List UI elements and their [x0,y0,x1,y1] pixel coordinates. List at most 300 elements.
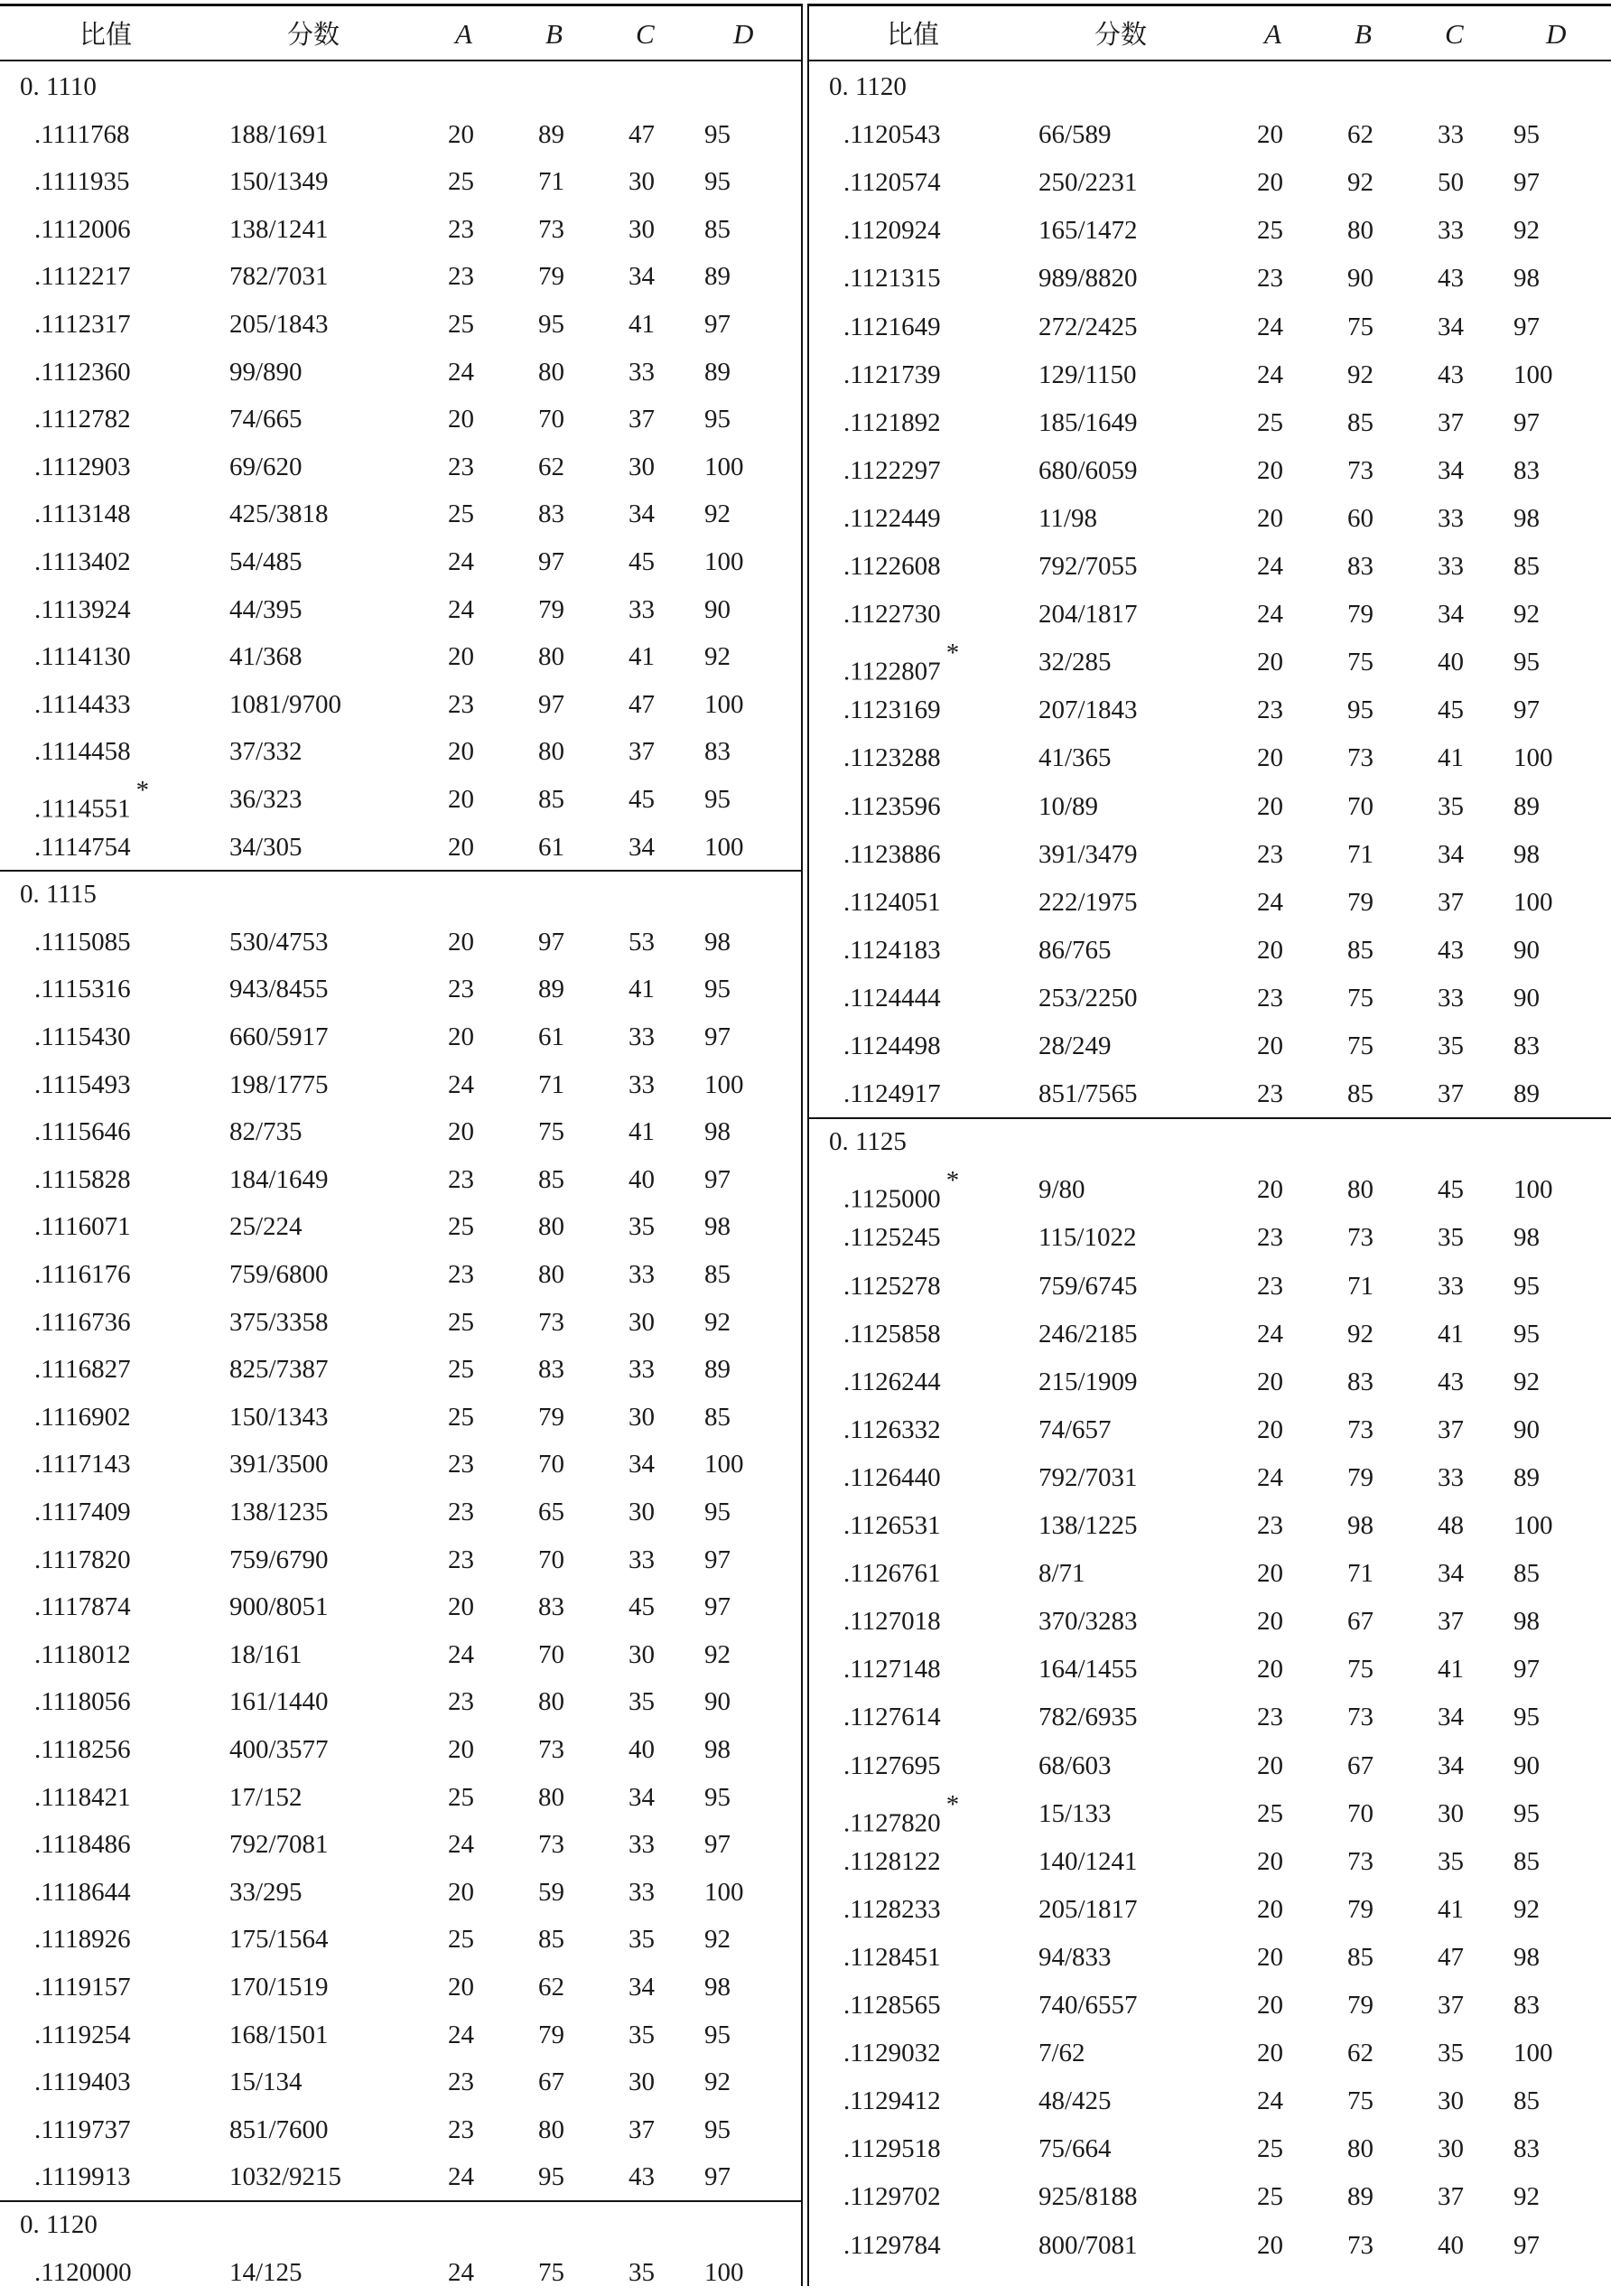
a-cell: 20 [1257,1846,1283,1876]
fraction-cell: 198/1775 [229,1069,329,1099]
ratio-cell [34,1924,131,1955]
ratio-value: .1127695 [843,1750,941,1780]
ratio-value: .1115430 [34,1022,131,1051]
header-a: A [1264,18,1281,50]
ratio-cell [843,1990,941,2021]
ratio-value: .1128122 [843,1846,941,1876]
b-cell: 79 [1347,1894,1374,1924]
d-cell: 83 [1513,1991,1540,2020]
ratio-cell [843,2086,941,2116]
fraction-cell: 207/1843 [1038,695,1138,725]
table-row [809,399,1611,446]
b-cell: 79 [538,1402,564,1432]
fraction-cell: 250/2231 [1038,168,1138,198]
ratio-value: .1126244 [843,1367,941,1396]
c-cell: 33 [1438,1271,1464,1301]
fraction-cell: 740/6557 [1038,1991,1138,2020]
fraction-cell: 75/664 [1038,2134,1112,2164]
a-cell: 20 [1257,168,1283,198]
fraction-cell: 530/4753 [229,927,329,957]
ratio-value: .1123169 [843,695,941,725]
ratio-value: .1125278 [843,1271,941,1301]
b-cell: 75 [1347,312,1374,341]
ratio-value: .1120543 [843,120,941,150]
a-cell: 25 [1257,2134,1283,2164]
ratio-cell [34,1734,131,1765]
ratio-value: .1126761 [843,1559,941,1589]
fraction-cell: 36/323 [229,785,303,814]
d-cell: 100 [1513,743,1553,773]
fraction-cell: 1032/9215 [229,2162,342,2192]
fraction-cell: 69/620 [229,452,303,481]
a-cell: 23 [448,1260,474,1289]
a-cell: 24 [448,594,474,624]
ratio-cell [843,1367,941,1397]
d-cell: 98 [1513,503,1540,533]
table-row [0,966,802,1013]
ratio-value: .1124051 [843,887,941,917]
ratio-cell [843,1606,941,1637]
header-fraction: 分数 [287,19,340,50]
table-header [0,6,802,60]
ratio-cell [843,167,941,198]
b-cell: 75 [1347,983,1374,1013]
a-cell: 23 [1257,1703,1283,1732]
d-cell: 95 [704,405,731,434]
ratio-value: .1112317 [34,310,131,339]
ratio-value: .1116071 [34,1212,131,1242]
table-row [809,351,1611,398]
table-row [0,1251,802,1298]
a-cell: 20 [448,737,474,767]
fraction-cell: 184/1649 [229,1164,329,1194]
a-cell: 24 [448,547,474,576]
a-cell: 23 [448,452,474,481]
table-row [809,159,1611,206]
b-cell: 79 [538,262,564,292]
d-cell: 100 [704,452,744,481]
a-cell: 20 [448,119,474,149]
ratio-cell [34,1164,131,1195]
c-cell: 43 [1438,935,1464,965]
a-cell: 23 [448,2114,474,2144]
a-cell: 23 [448,689,474,719]
a-cell: 23 [1257,983,1283,1013]
table-row [809,1982,1611,2029]
d-cell: 90 [704,594,731,624]
ratio-cell [34,1497,131,1527]
ratio-cell [34,1022,131,1052]
c-cell: 43 [629,2162,655,2192]
d-cell: 97 [704,1545,731,1574]
a-cell: 20 [1257,1607,1283,1637]
fraction-cell: 14/125 [229,2257,303,2287]
a-cell: 20 [448,1877,474,1907]
ratio-cell [843,639,960,687]
b-cell: 62 [538,452,564,481]
table-row [809,1550,1611,1597]
c-cell: 33 [629,1069,655,1099]
table-row [809,1263,1611,1310]
fraction-cell: 41/365 [1038,743,1112,773]
ratio-value: .1128565 [843,1991,941,2020]
a-cell: 25 [1257,2182,1283,2212]
fraction-cell: 391/3500 [229,1450,329,1479]
fraction-cell: 925/8188 [1038,2182,1138,2212]
fraction-cell: 150/1349 [229,167,329,197]
b-cell: 85 [538,1925,564,1955]
section-label-row [809,1118,1611,1165]
ratio-value: .1129032 [843,2039,941,2068]
b-cell: 62 [1347,120,1374,150]
ratio-value: .1129412 [843,2086,941,2116]
a-cell: 23 [448,975,474,1004]
fraction-cell: 759/6745 [1038,1271,1138,1301]
d-cell: 85 [704,1402,731,1432]
a-cell: 24 [1257,552,1283,581]
table-row [0,443,802,490]
table-row [0,1441,802,1488]
ratio-value: .1112217 [34,262,131,292]
table-row [0,538,802,585]
c-cell: 45 [629,1592,655,1622]
b-cell: 95 [1347,695,1374,725]
ratio-value: .1119254 [34,2020,131,2049]
ratio-cell [34,2114,131,2145]
table-row [0,206,802,253]
c-cell: 40 [1438,648,1464,677]
b-cell: 75 [1347,1031,1374,1060]
c-cell: 30 [629,167,655,197]
b-cell: 71 [538,1069,564,1099]
a-cell: 20 [448,832,474,862]
table-row [0,1108,802,1155]
fraction-cell: 660/5917 [229,1022,329,1051]
d-cell: 85 [1513,1846,1540,1876]
fraction-cell: 851/7565 [1038,1079,1138,1109]
c-cell: 33 [629,1260,655,1289]
table-row [0,111,802,158]
a-cell: 23 [448,1164,474,1194]
a-cell: 24 [448,357,474,387]
ratio-value: .1124183 [843,935,941,965]
table-row [0,586,802,633]
ratio-value: .1127820 [843,1808,941,1838]
d-cell: 90 [1513,935,1540,965]
table-row [809,927,1611,974]
c-cell: 40 [629,1164,655,1194]
table-row [0,1394,802,1441]
ratio-value: .1126332 [843,1414,941,1444]
table-row [0,1869,802,1916]
table-row [809,2030,1611,2077]
a-cell: 24 [1257,312,1283,341]
table-row [0,2153,802,2200]
d-cell: 92 [704,499,731,529]
a-cell: 25 [1257,1798,1283,1828]
ratio-cell [34,736,131,767]
b-cell: 80 [538,1687,564,1717]
b-cell: 92 [1347,1319,1374,1349]
ratio-cell [843,983,941,1013]
ratio-value: .1118486 [34,1830,131,1860]
ratio-cell [34,2257,132,2288]
c-cell: 45 [629,785,655,814]
d-cell: 100 [1513,359,1553,389]
b-cell: 73 [1347,1223,1374,1253]
b-cell: 85 [1347,1079,1374,1109]
table-row [0,1964,802,2011]
a-cell: 25 [448,1307,474,1337]
ratio-cell [34,452,131,482]
ratio-value: .1121739 [843,359,941,389]
b-cell: 73 [1347,743,1374,773]
d-cell: 89 [704,357,731,387]
b-cell: 73 [1347,1414,1374,1444]
a-cell: 20 [448,642,474,672]
ratio-cell [843,695,941,725]
b-cell: 70 [538,1545,564,1574]
fraction-cell: 11/98 [1038,503,1097,533]
ratio-value: .1120924 [843,216,941,246]
a-cell: 20 [1257,1655,1283,1685]
a-cell: 24 [1257,600,1283,630]
fraction-cell: 164/1455 [1038,1655,1138,1685]
b-cell: 70 [1347,1798,1374,1828]
d-cell: 98 [1513,1607,1540,1637]
fraction-cell: 215/1909 [1038,1367,1138,1396]
table-row [0,681,802,728]
table-row [0,1678,802,1725]
table-row [809,686,1611,733]
b-cell: 83 [538,499,564,529]
d-cell: 85 [1513,2086,1540,2116]
d-cell: 100 [1513,1511,1553,1540]
table-row [809,111,1611,158]
d-cell: 92 [704,2067,731,2097]
fraction-cell: 168/1501 [229,2020,329,2049]
ratio-cell [843,551,941,582]
c-cell: 37 [629,2114,655,2144]
a-cell: 20 [1257,743,1283,773]
c-cell: 35 [1438,791,1464,821]
d-cell: 95 [704,2020,731,2049]
header-ratio: 比值 [79,19,133,50]
ratio-cell [843,1271,941,1302]
table-row [809,1886,1611,1933]
fraction-cell: 7/62 [1038,2039,1085,2068]
ratio-value: .1116827 [34,1355,131,1385]
table-row [809,1502,1611,1549]
section-label: 0. 1120 [829,72,907,101]
fraction-cell: 74/657 [1038,1414,1112,1444]
c-cell: 41 [629,975,655,1004]
b-cell: 59 [538,1877,564,1907]
d-cell: 98 [1513,1942,1540,1972]
ratio-value: .1123288 [843,743,941,773]
header-a: A [455,18,472,50]
fraction-cell: 138/1241 [229,214,329,244]
a-cell: 23 [1257,839,1283,869]
ratio-value: .1120574 [843,168,941,198]
b-cell: 67 [1347,1750,1374,1780]
d-cell: 97 [704,1022,731,1051]
c-cell: 30 [1438,1798,1464,1828]
b-cell: 79 [1347,1462,1374,1492]
ratio-cell [34,1639,131,1670]
ratio-value: .1111935 [34,167,130,197]
d-cell: 98 [1513,1223,1540,1253]
ratio-cell [843,1894,941,1925]
fraction-cell: 782/6935 [1038,1703,1138,1732]
ratio-value: .1129518 [843,2134,941,2164]
a-cell: 23 [1257,1511,1283,1540]
d-cell: 85 [704,214,731,244]
c-cell: 33 [1438,216,1464,246]
table-row [0,490,802,537]
ratio-value: .1115828 [34,1164,131,1194]
d-cell: 95 [704,167,731,197]
ratio-value: .1117820 [34,1545,131,1574]
b-cell: 79 [1347,1991,1374,2020]
d-cell: 97 [1513,312,1540,341]
a-cell: 25 [448,167,474,197]
ratio-value: .1118056 [34,1687,131,1717]
b-cell: 73 [538,1307,564,1337]
fraction-cell: 825/7387 [229,1355,329,1385]
fraction-cell: 165/1472 [1038,216,1138,246]
a-cell: 24 [1257,1462,1283,1492]
b-cell: 70 [538,1450,564,1479]
d-cell: 92 [704,642,731,672]
a-cell: 20 [1257,935,1283,965]
c-cell: 47 [629,689,655,719]
b-cell: 97 [538,689,564,719]
ratio-value: .1117143 [34,1450,131,1479]
fraction-cell: 391/3479 [1038,839,1138,869]
a-cell: 20 [1257,1991,1283,2020]
d-cell: 89 [1513,1462,1540,1492]
d-cell: 95 [1513,1703,1540,1732]
ratio-cell [843,1319,941,1349]
a-cell: 20 [1257,1750,1283,1780]
table-row [809,543,1611,590]
table-row [809,207,1611,254]
c-cell: 35 [629,1925,655,1955]
c-cell: 37 [629,737,655,767]
a-cell: 24 [448,2020,474,2049]
c-cell: 41 [629,642,655,672]
table-row [809,1742,1611,1789]
d-cell: 100 [1513,2039,1553,2068]
ratio-cell [34,1402,131,1433]
ratio-cell [34,927,131,957]
ratio-value: .1114433 [34,689,131,719]
table-row [809,879,1611,926]
fraction-cell: 10/89 [1038,791,1099,821]
d-cell: 90 [704,1687,731,1717]
b-cell: 98 [1347,1511,1374,1540]
header-b: B [1355,18,1372,50]
c-cell: 37 [1438,1607,1464,1637]
table-row [809,591,1611,638]
c-cell: 33 [1438,983,1464,1013]
table-row [809,495,1611,542]
section-label: 0. 1115 [20,880,97,910]
ratio-value: .1112782 [34,405,131,434]
table-row [0,919,802,966]
ratio-value: .1126440 [843,1462,941,1492]
table-row [809,1406,1611,1453]
ratio-value: .1125858 [843,1319,941,1349]
d-cell: 98 [704,1973,731,2002]
ratio-value: .1113402 [34,547,131,576]
ratio-value: .1118644 [34,1877,131,1907]
fraction-cell: 170/1519 [229,1973,329,2002]
ratio-value: .1127148 [843,1655,941,1685]
b-cell: 83 [538,1355,564,1385]
fraction-cell: 370/3283 [1038,1607,1138,1637]
section-label-row [809,63,1611,110]
table-row [809,2077,1611,2124]
c-cell: 41 [1438,1319,1464,1349]
c-cell: 30 [629,452,655,481]
a-cell: 25 [448,1402,474,1432]
d-cell: 90 [1513,1414,1540,1444]
ratio-cell [34,2020,131,2050]
ratio-cell [843,1942,941,1973]
ratio-value: .1123596 [843,791,941,821]
c-cell: 33 [1438,1462,1464,1492]
a-cell: 20 [1257,1031,1283,1060]
ratio-value: .1127018 [843,1607,941,1637]
ratio-value: .1122608 [843,552,941,581]
ratio-value: .1115493 [34,1069,131,1099]
fraction-cell: 425/3818 [229,499,329,529]
ratio-cell [843,215,941,246]
table-row [0,1346,802,1393]
c-cell: 41 [1438,743,1464,773]
table-row [809,783,1611,830]
ratio-value: .1114458 [34,737,131,767]
c-cell: 30 [629,214,655,244]
ratio-cell [843,1510,941,1541]
ratio-cell [34,1972,131,2002]
table-row [809,1311,1611,1358]
fraction-cell: 205/1843 [229,310,329,339]
ratio-cell [34,166,130,197]
table-row [0,2058,802,2105]
d-cell: 100 [1513,887,1553,917]
c-cell: 30 [629,1307,655,1337]
b-cell: 83 [538,1592,564,1622]
a-cell: 25 [1257,407,1283,437]
ratio-value: .1120000 [34,2257,132,2287]
b-cell: 92 [1347,359,1374,389]
table-row [809,303,1611,350]
d-cell: 100 [704,547,744,576]
fraction-cell: 37/332 [229,737,303,767]
a-cell: 23 [1257,1079,1283,1109]
ratio-value: .1115316 [34,975,131,1004]
b-cell: 80 [538,642,564,672]
a-cell: 20 [1257,791,1283,821]
c-cell: 34 [629,1973,655,2002]
a-cell: 24 [1257,359,1283,389]
ratio-value: .1119737 [34,2114,131,2144]
header-rule [809,60,1611,61]
b-cell: 92 [1347,168,1374,198]
